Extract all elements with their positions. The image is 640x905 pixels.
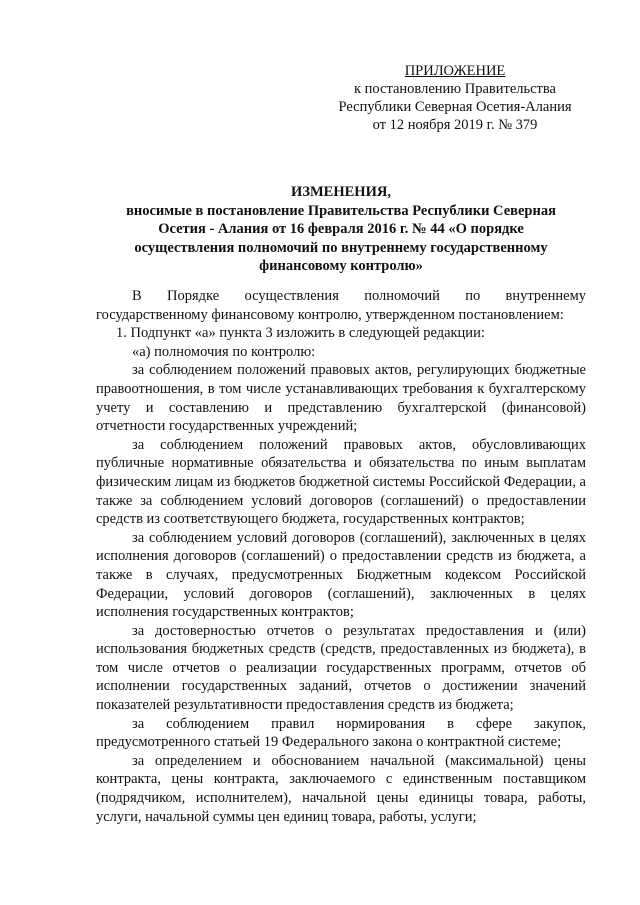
- body-paragraph: 1. Подпункт «а» пункта 3 изложить в следующей редакции:: [116, 325, 485, 342]
- body-paragraph: за определением и обоснованием начальной (максимальной) цены контракта, цены контракта, заключаемого с единственным поставщиком (подрядчиком, исполнителем), начальной цены единицы товара, работы, услуги, начальной суммы цен единиц товара, работы, услуги;: [96, 752, 586, 825]
- body-paragraph: за соблюдением правил нормирования в сфере закупок, предусмотренного статьей 19 Федерального закона о контрактной системе;: [96, 715, 586, 751]
- document-body: [96, 287, 586, 826]
- body-paragraph: В Порядке осуществления полномочий по внутреннему государственному финансовому контролю, утвержденном постановлением:: [96, 288, 586, 323]
- appendix-title: ПРИЛОЖЕНИЕ: [404, 63, 506, 79]
- document-heading: [96, 183, 586, 276]
- appendix-block: [330, 62, 580, 134]
- appendix-line: от 12 ноября 2019 г. № 379: [372, 117, 538, 133]
- body-paragraph: за соблюдением условий договоров (соглашений), заключенных в целях исполнения договоров (соглашений) о предоставлении средств из бюджета, а также в случаях, предусмотренных Бюджетным кодексом Российской Федерации, условий договоров (соглашений), заключенных в целях исполнения государственных контрактов;: [96, 529, 586, 621]
- heading-line: финансовому контролю»: [259, 258, 423, 274]
- heading-line: осуществления полномочий по внутреннему государственному: [134, 239, 548, 256]
- heading-line: Осетия - Алания от 16 февраля 2016 г. № 44 «О порядке: [158, 221, 524, 237]
- appendix-line: Республики Северная Осетия-Алания: [338, 99, 572, 115]
- heading-line: вносимые в постановление Правительства Республики Северная: [126, 202, 556, 219]
- body-paragraph: «а) полномочия по контролю:: [132, 343, 316, 360]
- body-paragraph: за соблюдением положений правовых актов, обусловливающих публичные нормативные обязательства и обязательства по иным выплатам физическим лицам из бюджетов бюджетной системы Российской Федерации, а также за соблюдением условий договоров (соглашений) о предоставлении средств из соответствующего бюджета, государственных контрактов;: [96, 436, 586, 528]
- appendix-line: к постановлению Правительства: [354, 81, 556, 97]
- body-paragraph: за соблюдением положений правовых актов, регулирующих бюджетные правоотношения, в том числе устанавливающих требования к бухгалтерскому учету и составлению и представлению бухгалтерской (финансовой) отчетности государственных учреждений;: [96, 362, 586, 435]
- heading-title: ИЗМЕНЕНИЯ,: [291, 184, 391, 200]
- body-paragraph: за достоверностью отчетов о результатах предоставления и (или) использования бюджетных средств (средств, предоставленных из бюджета), в том числе отчетов о реализации государственных программ, отчетов об исполнении государственных заданий, отчетов о достижении значений показателей результативности предоставления средств из бюджета;: [96, 622, 586, 714]
